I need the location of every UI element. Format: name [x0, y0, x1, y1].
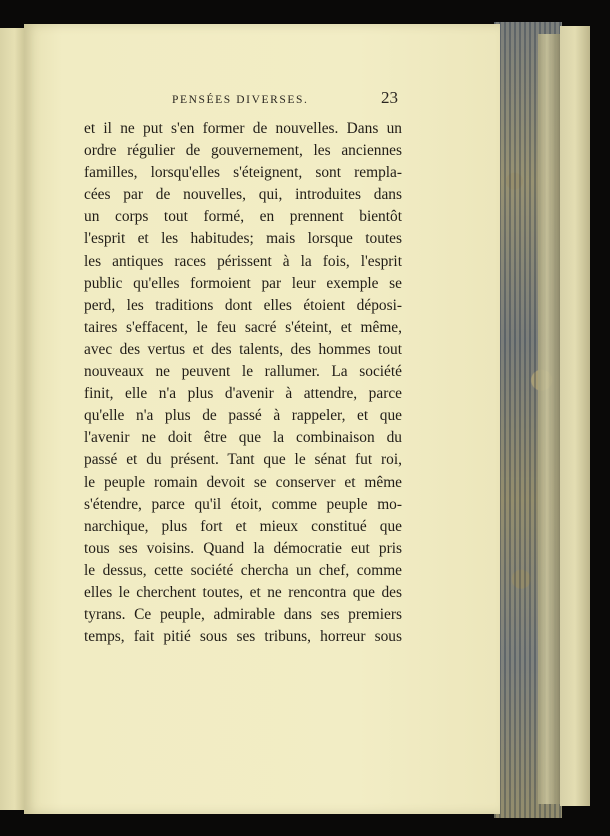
text-line: elles le cherchent toutes, et ne rencontra que des: [84, 583, 402, 601]
text-line: et il ne put s'en former de nouvelles. Dans un: [84, 120, 402, 137]
text-line: narchique, plus fort et mieux constitué que: [84, 517, 402, 535]
page-block-edge: [538, 34, 560, 804]
text-line: cées par de nouvelles, qui, introduites dans: [84, 186, 402, 204]
verso-page-edge: [0, 28, 25, 810]
text-line: finit, elle n'a plus d'avenir à attendre, parce: [84, 385, 402, 403]
text-line: familles, lorsqu'elles s'éteignent, sont rempla-: [84, 164, 402, 182]
text-line: ordre régulier de gouvernement, les anciennes: [84, 142, 402, 160]
text-line: l'avenir ne doit être que la combinaison du: [84, 429, 402, 447]
text-line: le peuple romain devoit se conserver et même: [84, 473, 402, 491]
text-line: l'esprit et les habitudes; mais lorsque toutes: [84, 230, 402, 248]
text-line: s'étendre, parce qu'il étoit, comme peuple mo-: [84, 495, 402, 513]
text-line: tyrans. Ce peuple, admirable dans ses premiers: [84, 606, 402, 624]
text-line: qu'elle n'a plus de passé à rappeler, et que: [84, 407, 402, 425]
text-line: les antiques races périssent à la fois, l'esprit: [84, 252, 402, 270]
text-line: taires s'effacent, le feu sacré s'éteint, et même,: [84, 318, 402, 336]
body-text: [84, 118, 402, 648]
text-line: perd, les traditions dont elles étoient déposi-: [84, 296, 402, 314]
text-line: le dessus, cette société chercha un chef, comme: [84, 561, 402, 579]
text-line: public qu'elles formoient par leur exemple se: [84, 274, 402, 292]
text-line: un corps tout formé, en prennent bientôt: [84, 208, 402, 226]
running-head: PENSÉES DIVERSES.: [172, 94, 309, 106]
text-line: nouveaux ne peuvent le rallumer. La société: [84, 363, 402, 381]
text-line: tous ses voisins. Quand la démocratie eut pris: [84, 539, 402, 557]
text-line: avec des vertus et des talents, des hommes tout: [84, 340, 402, 358]
cover-board-edge: [560, 26, 590, 806]
page-number: 23: [381, 88, 398, 107]
text-line: passé et du présent. Tant que le sénat fut roi,: [84, 451, 402, 469]
text-line: temps, fait pitié sous ses tribuns, horreur sous: [84, 628, 402, 646]
